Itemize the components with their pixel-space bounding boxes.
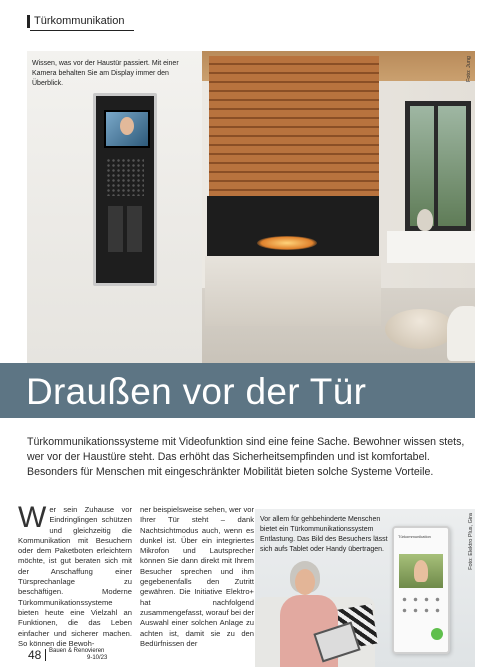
intercom-keypad [108,206,142,252]
section-tag-label: Türkommunikation [34,15,125,27]
hero-wood-slats [209,56,379,196]
article-lead: Türkommunikationssysteme mit Videofunktion sind eine feine Sache. Bewohner wissen stets, wer vor der Haustüre steht. Das erhöht das Sicherheitsempfinden und ist komfortabel. Besonders für Menschen mit eingeschränkter Mobilität bieten solche Systeme Vorteile. [27,436,465,478]
intercom-visitor-face [120,117,134,135]
section-tag-rule [30,30,134,31]
footer-divider [45,649,46,661]
wall-station-device [392,526,450,654]
hero-fireplace-base [205,256,381,326]
hero-chair [447,306,475,361]
accept-call-icon [431,628,443,640]
magazine-name: Bauen & Renovieren [49,648,105,654]
device-visitor-image [399,554,443,588]
page-number: 48 [28,648,42,662]
body-column-1-text: er sein Zuhause vor Eindringlingen schützen und gleichzeitig die Kommunikation mit Besuchern oder dem Paketboten erleichtern möchte, ist gut beraten sich mit der Anschaffung einer Türsprechanlage zu beschäftigen. Moderne Türkommunikationssysteme bieten heute eine Vielzahl an Funktionen, die das Leben einfacher und sicherer machen. So können die Bewoh- [18,505,132,648]
section-tag [27,15,124,28]
photo2-woman-face [295,569,315,595]
device-control-icons [399,594,443,616]
photo2-caption: Vor allem für gehbehinderte Menschen bietet ein Türkommunikationssystem Entlastung. Das Bild des Besuchers lässt sich aufs Tablet oder Handy übertragen. [260,516,388,553]
hero-vase [417,209,433,231]
device-title: Türkommunikation [398,534,431,539]
issue-number: 9-10/23 [87,655,108,661]
body-column-1 [18,501,132,649]
hero-caption: Wissen, was vor der Haustür passiert. Mit einer Kamera behalten Sie am Display immer den Überblick. [32,60,179,87]
drop-cap: W [18,501,47,534]
hero-window [405,101,471,231]
hero-fire [257,236,317,250]
intercom-speaker-grille [106,158,144,196]
photo2-credit: Foto: Elektro Plus, Gira [468,513,474,570]
hero-window-sill [387,231,475,263]
article-headline: Draußen vor der Tür [26,371,367,412]
intercom-device [93,93,157,286]
tablet-photo [255,509,475,667]
body-column-2: ner beispielsweise sehen, wer vor Ihrer Tür steht – dank Nachtsichtmodus auch, wenn es dunkel ist. Über ein integriertes Mikrofon und Lautsprecher können Sie dann direkt mit Ihrem Besucher sprechen und ihm gegebenenfalls den Zutritt gewähren. Die Initiative Elektro+ hat nachfolgend zusammengefasst, worauf bei der Auswahl einer solchen Anlage zu achten ist, damit sie zu den Bedürfnissen der [140,505,254,648]
hero-photo [27,51,475,363]
hero-pouf [385,309,455,349]
hero-photo-credit: Foto: Jung [466,56,472,82]
intercom-screen [104,110,150,148]
